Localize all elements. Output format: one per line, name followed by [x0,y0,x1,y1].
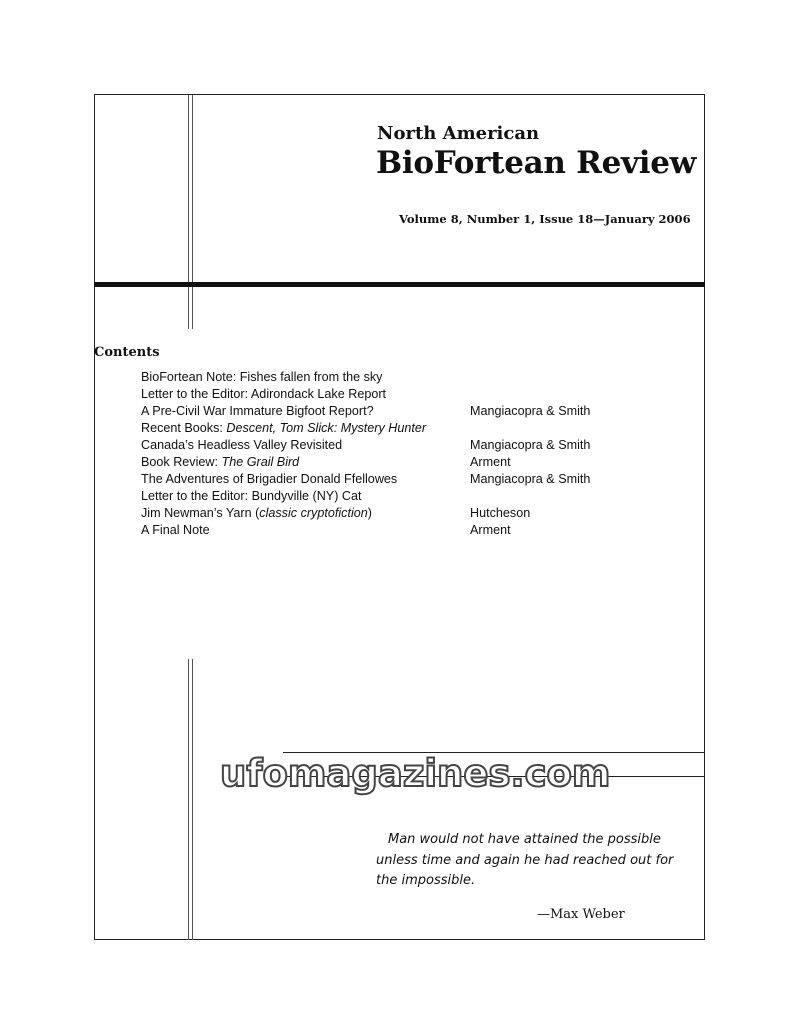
contents-item [141,369,661,386]
masthead-subtitle: North American [377,123,540,144]
contents-item-title: A Pre-Civil War Immature Bigfoot Report? [141,404,374,418]
contents-item-title: Letter to the Editor: Bundyville (NY) Cat [141,489,362,503]
contents-item-author: Arment [470,455,511,469]
contents-item [141,454,661,471]
quote-line: the impossible. [376,873,476,888]
divider-vertical-top-right [192,95,193,329]
contents-item [141,488,661,505]
contents-item [141,522,661,539]
contents-item [141,420,661,437]
contents-item-author: Mangiacopra & Smith [470,438,591,452]
contents-item [141,437,661,454]
divider-vertical-bottom-left [188,659,189,940]
quote-attribution: —Max Weber [537,907,625,922]
contents-item-title: Letter to the Editor: Adirondack Lake Report [141,387,387,401]
contents-item-title: Jim Newman’s Yarn (classic cryptofiction) [141,506,372,520]
contents-item-title: The Adventures of Brigadier Donald Ffellowes [141,472,398,486]
contents-item-title: Canada’s Headless Valley Revisited [141,438,343,452]
contents-heading: Contents [94,345,160,360]
contents-item [141,403,661,420]
contents-item-title: BioFortean Note: Fishes fallen from the sky [141,370,383,384]
masthead-rule [94,282,705,287]
divider-vertical-top-left [188,95,189,329]
contents-item-title: A Final Note [141,523,210,537]
quote-line: Man would not have attained the possible [388,832,661,847]
contents-item-author: Mangiacopra & Smith [470,472,591,486]
contents-item [141,386,661,403]
watermark-text: ufomagazines.com [220,752,611,795]
quote-line: unless time and again he had reached out for [376,852,674,868]
contents-item [141,471,661,488]
issue-line: Volume 8, Number 1, Issue 18—January 2006 [399,212,691,226]
contents-item-title: Book Review: The Grail Bird [141,455,300,469]
divider-vertical-bottom-right [192,659,193,940]
contents-item [141,505,661,522]
epigraph-quote [376,830,676,892]
contents-item-author: Arment [470,523,511,537]
contents-list [141,369,661,539]
masthead-title: BioFortean Review [376,145,697,181]
contents-item-title: Recent Books: Descent, Tom Slick: Mystery Hunter [141,421,427,435]
contents-item-author: Mangiacopra & Smith [470,404,591,418]
contents-item-author: Hutcheson [470,506,531,520]
